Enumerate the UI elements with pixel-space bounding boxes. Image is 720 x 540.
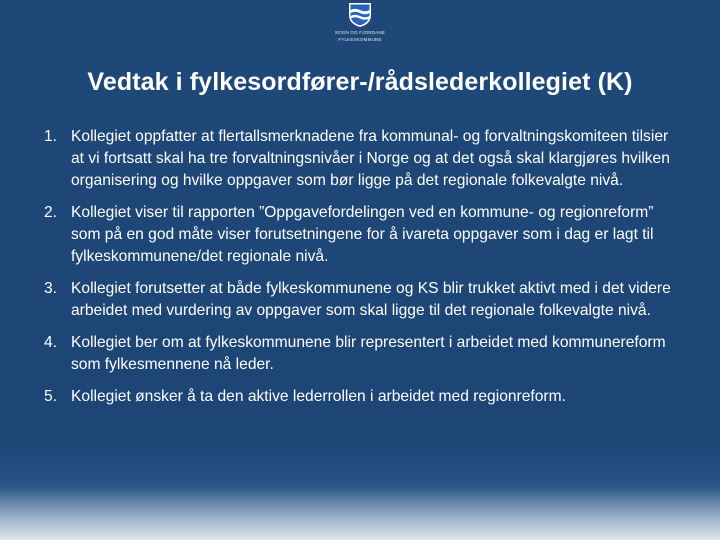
item-number: 5. <box>44 388 58 405</box>
list-item <box>44 278 684 322</box>
list-item <box>44 332 684 376</box>
list-item <box>44 386 684 408</box>
item-number: 1. <box>44 128 58 145</box>
item-number: 3. <box>44 280 58 297</box>
logo-line-2: FYLKESKOMMUNE <box>338 37 382 42</box>
logo <box>330 2 390 48</box>
logo-line-1: SOGN OG FJORDANE <box>334 30 386 35</box>
item-text: Kollegiet forutsetter at både fylkeskommunene og KS blir trukket aktivt med i det videre arbeidet med vurdering av oppgaver som skal ligge til det regionale folkevalgte nivå. <box>71 280 671 319</box>
list-item <box>44 126 684 192</box>
resolution-list <box>44 126 684 408</box>
item-text: Kollegiet viser til rapporten ”Oppgavefordelingen ved en kommune- og regionreform” som på en god måte viser forutsetningene for å ivareta oppgaver som i dag er lagt til fylkeskommunene/det regionale nivå. <box>71 204 654 265</box>
slide-title: Vedtak i fylkesordfører-/rådslederkollegiet (K) <box>87 68 633 96</box>
item-text: Kollegiet ber om at fylkeskommunene blir representert i arbeidet med kommunereform som fylkesmennene nå leder. <box>71 334 666 373</box>
item-text: Kollegiet ønsker å ta den aktive lederrollen i arbeidet med regionreform. <box>71 388 566 405</box>
list-item <box>44 202 684 268</box>
item-number: 4. <box>44 334 58 351</box>
item-text: Kollegiet oppfatter at flertallsmerknadene fra kommunal- og forvaltningskomiteen tilsier at vi fortsatt skal ha tre forvaltningsnivåer i Norge og at det også skal klargjøres hvilken organisering og hvilke oppgaver som bør ligge på det regionale folkevalgte nivå. <box>71 128 670 189</box>
item-number: 2. <box>44 204 58 221</box>
county-coat-of-arms-icon <box>348 2 372 28</box>
